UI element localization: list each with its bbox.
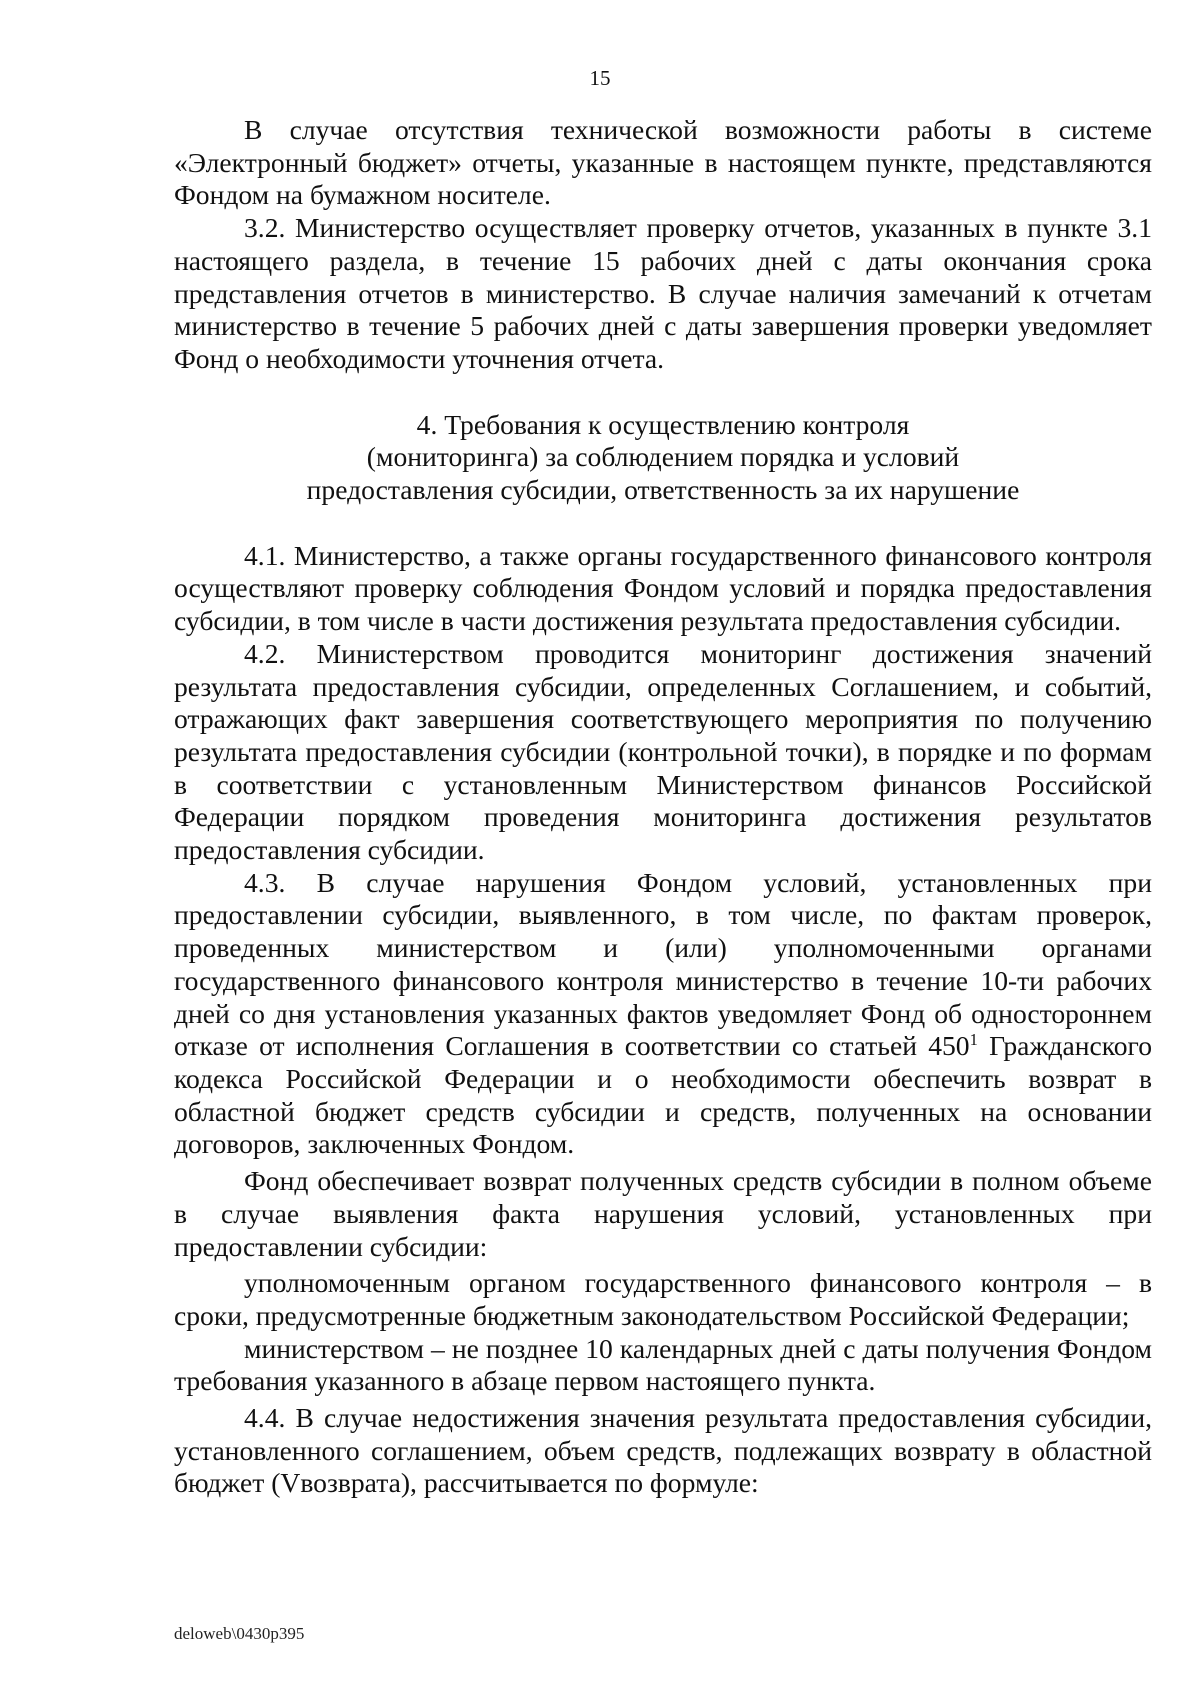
- superscript-article-number: 1: [969, 1030, 978, 1050]
- paragraph-ministry-term: министерством – не позднее 10 календарных дней с даты получения Фондом требования указанного в абзаце первом настоящего пункта.: [174, 1332, 1152, 1397]
- paragraph-no-system: В случае отсутствия технической возможности работы в системе «Электронный бюджет» отчеты, указанные в настоящем пункте, представляются Фондом на бумажном носителе.: [174, 114, 1152, 211]
- paragraph-4-3-text-after: Гражданского кодекса Российской Федерации и о необходимости обеспечить возврат в областной бюджет средств субсидии и средств, полученных на основании договоров, заключенных Фондом.: [174, 1030, 1152, 1160]
- heading-line-3: предоставления субсидии, ответственность за их нарушение: [306, 474, 1020, 506]
- paragraph-authority-term: уполномоченным органом государственного финансового контроля – в сроки, предусмотренные бюджетным законодательством Российской Федерации;: [174, 1267, 1152, 1331]
- heading-line-2: (мониторинга) за соблюдением порядка и условий: [366, 441, 960, 473]
- paragraph-4-2: 4.2. Министерством проводится мониторинг достижения значений результата предоставления субсидии, определенных Соглашением, и событий, отражающих факт завершения соответствующего мероприятия по получению результата предоставления субсидии (контрольной точки), в порядке и по формам в соответствии с установленным Министерством финансов Российской Федерации порядком проведения мониторинга достижения результатов предоставления субсидии.: [174, 637, 1152, 866]
- section-heading: [174, 409, 1152, 507]
- paragraph-4-4: 4.4. В случае недостижения значения результата предоставления субсидии, установленного соглашением, объем средств, подлежащих возврату в областной бюджет (Vвозврата), рассчитывается по формуле:: [174, 1402, 1152, 1499]
- page-number: 15: [589, 66, 611, 90]
- heading-line-1: 4. Требования к осуществлению контроля: [416, 408, 910, 440]
- document-body: [174, 114, 1152, 1500]
- paragraph-4-3: [174, 867, 1152, 1161]
- paragraph-4-1: 4.1. Министерство, а также органы государственного финансового контроля осуществляют проверку соблюдения Фондом условий и порядка предоставления субсидии, в том числе в части достижения результата предоставления субсидии.: [174, 539, 1152, 637]
- footer-doc-id: deloweb\0430p395: [174, 1624, 305, 1643]
- paragraph-4-3-text-before: 4.3. В случае нарушения Фондом условий, установленных при предоставлении субсидии, выявленного, в том числе, по фактам проверок, проведенных министерством и (или) уполномоченными органами государственного финансового контроля министерство в течение 10-ти рабочих дней со дня установления указанных фактов уведомляет Фонд об одностороннем отказе от исполнения Соглашения в соответствии со статьей 450: [174, 866, 1152, 1062]
- paragraph-fond-return: Фонд обеспечивает возврат полученных средств субсидии в полном объеме в случае выявления факта нарушения условий, установленных при предоставлении субсидии:: [174, 1165, 1152, 1262]
- paragraph-3-2: 3.2. Министерство осуществляет проверку отчетов, указанных в пункте 3.1 настоящего раздела, в течение 15 рабочих дней с даты окончания срока представления отчетов в министерство. В случае наличия замечаний к отчетам министерство в течение 5 рабочих дней с даты завершения проверки уведомляет Фонд о необходимости уточнения отчета.: [174, 212, 1152, 374]
